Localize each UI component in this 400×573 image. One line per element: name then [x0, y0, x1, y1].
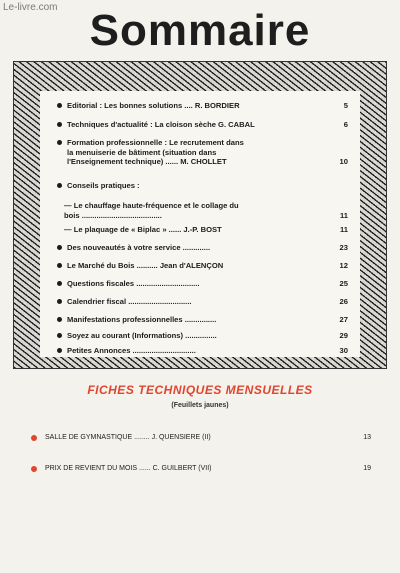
bullet-icon	[57, 122, 62, 127]
fiches-heading: FICHES TECHNIQUES MENSUELLES	[87, 383, 313, 397]
toc-item-calendrier	[57, 297, 348, 307]
bullet-icon	[57, 140, 62, 145]
toc-subitem-chauffage	[64, 201, 348, 221]
toc-item-nouveautes	[57, 243, 348, 253]
toc-item-label: Calendrier fiscal ..............................	[67, 297, 192, 306]
toc-item-soyez-au-courant	[57, 331, 348, 341]
toc-item-formation	[57, 138, 348, 167]
bullet-icon	[57, 103, 62, 108]
fiche-label: PRIX DE REVIENT DU MOIS ...... C. GUILBERT (VII)	[45, 465, 212, 472]
toc-item-page: 30	[339, 346, 348, 355]
fiche-page: 19	[363, 465, 371, 472]
toc-subitem-page: 11	[339, 211, 348, 220]
bullet-icon	[57, 281, 62, 286]
toc-item-marche	[57, 261, 348, 271]
toc-item-page: 27	[339, 315, 348, 324]
toc-subitem-plaquage	[64, 225, 348, 235]
bullet-icon	[57, 299, 62, 304]
toc-item-editorial	[57, 101, 348, 111]
bullet-icon	[57, 317, 62, 322]
fiches-subheading: (Feuillets jaunes)	[171, 402, 229, 409]
toc-item-label: Questions fiscales ..............................	[67, 279, 200, 288]
toc-subitem-label: — Le chauffage haute-fréquence et le collage du bois ......................................	[64, 201, 239, 220]
fiche-page: 13	[363, 434, 371, 441]
bullet-icon	[57, 333, 62, 338]
toc-item-label: Conseils pratiques :	[67, 181, 140, 190]
bullet-icon	[57, 183, 62, 188]
toc-item-label: Editorial : Les bonnes solutions .... R. BORDIER	[67, 101, 240, 110]
toc-item-page: 10	[339, 157, 348, 166]
toc-item-label: Formation professionnelle : Le recrutement dans la menuiserie de bâtiment (situation dans l'Enseignement technique) ...... M. CHOLLET	[67, 138, 244, 167]
toc-item-page: 5	[343, 101, 348, 110]
toc-subitem-label: — Le plaquage de « Biplac » ...... J.-P. BOST	[64, 225, 222, 234]
toc-item-page: 26	[339, 297, 348, 306]
bullet-icon	[57, 348, 62, 353]
bullet-icon	[57, 263, 62, 268]
toc-subitem-page: 11	[339, 225, 348, 234]
toc-item-page: 23	[339, 243, 348, 252]
toc-item-label: Le Marché du Bois .......... Jean d'ALENÇON	[67, 261, 224, 270]
toc-item-label: Soyez au courant (Informations) ...............	[67, 331, 217, 340]
fiche-item-gymnastique	[31, 433, 371, 442]
toc-item-label: Manifestations professionnelles ...............	[67, 315, 217, 324]
fiche-item-prix-de-revient	[31, 464, 371, 473]
toc-item-techniques	[57, 120, 348, 130]
toc-item-label: Des nouveautés à votre service .............	[67, 243, 211, 252]
contents-panel	[40, 91, 360, 357]
fiche-label: SALLE DE GYMNASTIQUE ........ J. QUENSIERE (II)	[45, 434, 211, 441]
toc-item-petites-annonces	[57, 346, 348, 356]
toc-item-manifestations	[57, 315, 348, 325]
toc-item-page: 6	[343, 120, 348, 129]
bullet-icon	[57, 245, 62, 250]
toc-item-label: Techniques d'actualité : La cloison sèche G. CABAL	[67, 120, 255, 129]
page-title: Sommaire	[89, 6, 311, 55]
toc-item-page: 29	[339, 331, 348, 340]
toc-item-page: 12	[339, 261, 348, 270]
red-bullet-icon	[31, 466, 37, 472]
toc-item-label: Petites Annonces ..............................	[67, 346, 196, 355]
red-bullet-icon	[31, 435, 37, 441]
watermark: Le-livre.com	[3, 2, 58, 13]
toc-item-questions-fiscales	[57, 279, 348, 289]
toc-item-conseils	[57, 181, 348, 191]
toc-item-page: 25	[339, 279, 348, 288]
